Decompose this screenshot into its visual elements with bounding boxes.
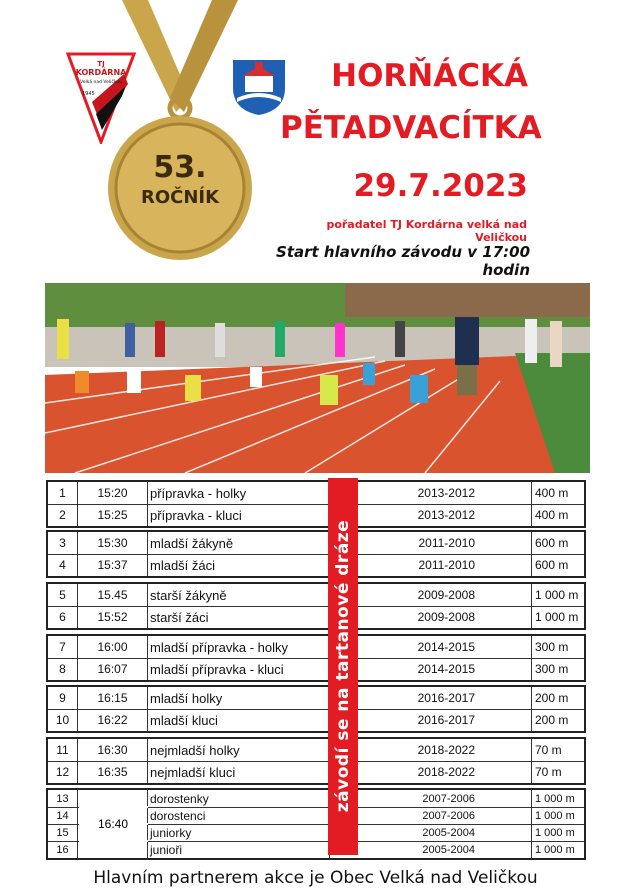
birth-years-cell: 2014-2015 [330,658,532,680]
row-divider [48,709,584,710]
row-divider [48,606,584,607]
race-number-cell: 2 [48,504,78,526]
table-row [48,532,584,554]
footer-partner-text: Hlavním partnerem akce je Obec Velká nad Veličkou [93,868,538,888]
birth-years-cell: 2011-2010 [330,532,532,554]
time-cell: 16:30 [78,739,148,761]
table-row [48,482,584,504]
table-row [48,636,584,658]
event-title-line1: HORŇÁCKÁ [331,58,528,94]
medal-text [120,150,240,210]
distance-cell: 200 m [535,691,569,705]
category-cell: nejmladší kluci [148,761,330,783]
race-number-cell: 12 [48,761,78,783]
time-cell: 15:37 [78,554,148,576]
race-number-cell: 5 [48,584,78,606]
schedule-group [46,634,586,682]
race-number-cell: 10 [48,709,78,731]
svg-text:KORDÁRNA: KORDÁRNA [75,68,127,77]
birth-years-cell: 2009-2008 [330,584,532,606]
category-cell: junioři [148,841,330,858]
birth-years-cell: 2007-2006 [330,807,532,824]
race-photo [45,283,590,473]
birth-years-cell: 2016-2017 [330,687,532,709]
svg-text:Velká nad Veličkou: Velká nad Veličkou [80,80,122,85]
table-row [48,739,584,761]
distance-cell: 200 m [535,713,569,727]
category-cell: nejmladší holky [148,739,330,761]
birth-years-cell: 2018-2022 [330,739,532,761]
birth-years-cell: 2014-2015 [330,636,532,658]
table-row [48,504,584,526]
distance-cell: 400 m [535,508,569,522]
time-cell: 16:00 [78,636,148,658]
time-cell: 15.45 [78,584,148,606]
race-number-cell: 4 [48,554,78,576]
event-title-line2: PĚTADVACÍTKA [280,110,542,146]
event-date: 29.7.2023 [353,168,528,204]
time-cell: 15:30 [78,532,148,554]
race-number-cell: 15 [48,824,78,841]
birth-years-cell: 2005-2004 [330,824,532,841]
table-row [48,606,584,628]
distance-cell: 1 000 m [535,610,579,624]
time-cell: 16:35 [78,761,148,783]
category-cell: starší žáci [148,606,330,628]
table-row [48,761,584,783]
race-number-cell: 16 [48,841,78,858]
schedule-group [46,582,586,630]
time-cell: 15:25 [78,504,148,526]
birth-years-cell: 2013-2012 [330,482,532,504]
race-number-cell: 6 [48,606,78,628]
race-number-cell: 13 [48,790,78,807]
category-cell: mladší holky [148,687,330,709]
category-cell: dorostenky [148,790,330,807]
distance-cell: 300 m [535,640,569,654]
race-number-cell: 11 [48,739,78,761]
town-coat-of-arms-icon [231,58,287,116]
race-number-cell: 1 [48,482,78,504]
distance-cell: 1 000 m [535,809,575,822]
schedule-group [46,530,586,578]
organizer-text: pořadatel TJ Kordárna velká nad Veličkou [326,218,527,244]
distance-cell: 1 000 m [535,843,575,856]
distance-cell: 1 000 m [535,826,575,839]
category-cell: mladší přípravka - holky [148,636,330,658]
tartan-band-text: závodí se na tartanové dráze [333,519,353,813]
birth-years-cell: 2009-2008 [330,606,532,628]
distance-cell: 600 m [535,536,569,550]
row-divider [48,658,584,659]
distance-cell: 400 m [535,486,569,500]
row-divider [48,554,584,555]
distance-cell: 600 m [535,558,569,572]
time-cell: 15:52 [78,606,148,628]
distance-cell: 70 m [535,765,562,779]
birth-years-cell: 2005-2004 [330,841,532,858]
race-number-cell: 9 [48,687,78,709]
birth-years-cell: 2011-2010 [330,554,532,576]
table-row [48,709,584,731]
distance-cell: 300 m [535,662,569,676]
time-cell: 16:15 [78,687,148,709]
category-cell: přípravka - holky [148,482,330,504]
category-cell: dorostenci [148,807,330,824]
category-cell: mladší žákyně [148,532,330,554]
schedule-group [46,788,586,860]
table-row [48,554,584,576]
race-number-cell: 14 [48,807,78,824]
distance-cell: 1 000 m [535,792,575,805]
medal-edition: 53. [153,150,207,185]
table-row [48,584,584,606]
category-cell: starší žákyně [148,584,330,606]
birth-years-cell: 2018-2022 [330,761,532,783]
table-row [48,687,584,709]
race-number-cell: 8 [48,658,78,680]
distance-cell: 70 m [535,743,562,757]
race-number-cell: 3 [48,532,78,554]
distance-cell: 1 000 m [535,588,579,602]
category-cell: mladší přípravka - kluci [148,658,330,680]
category-cell: mladší kluci [148,709,330,731]
medal-label: ROČNÍK [140,187,220,208]
category-cell: juniorky [148,824,330,841]
birth-years-cell: 2007-2006 [330,790,532,807]
row-divider [48,761,584,762]
birth-years-cell: 2013-2012 [330,504,532,526]
schedule-group [46,737,586,785]
schedule-group [46,685,586,733]
time-cell: 15:20 [78,482,148,504]
race-number-cell: 7 [48,636,78,658]
birth-years-cell: 2016-2017 [330,709,532,731]
svg-text:1945: 1945 [82,91,95,97]
row-divider [48,504,584,505]
time-cell: 16:22 [78,709,148,731]
schedule-group [46,480,586,528]
category-cell: mladší žáci [148,554,330,576]
start-time-text: Start hlavního závodu v 17:00 hodin [276,243,530,279]
time-cell: 16:07 [78,658,148,680]
shared-time-cell: 16:40 [97,817,129,831]
table-row [48,658,584,680]
category-cell: přípravka - kluci [148,504,330,526]
club-logo [66,52,136,144]
svg-text:TJ: TJ [97,60,105,68]
